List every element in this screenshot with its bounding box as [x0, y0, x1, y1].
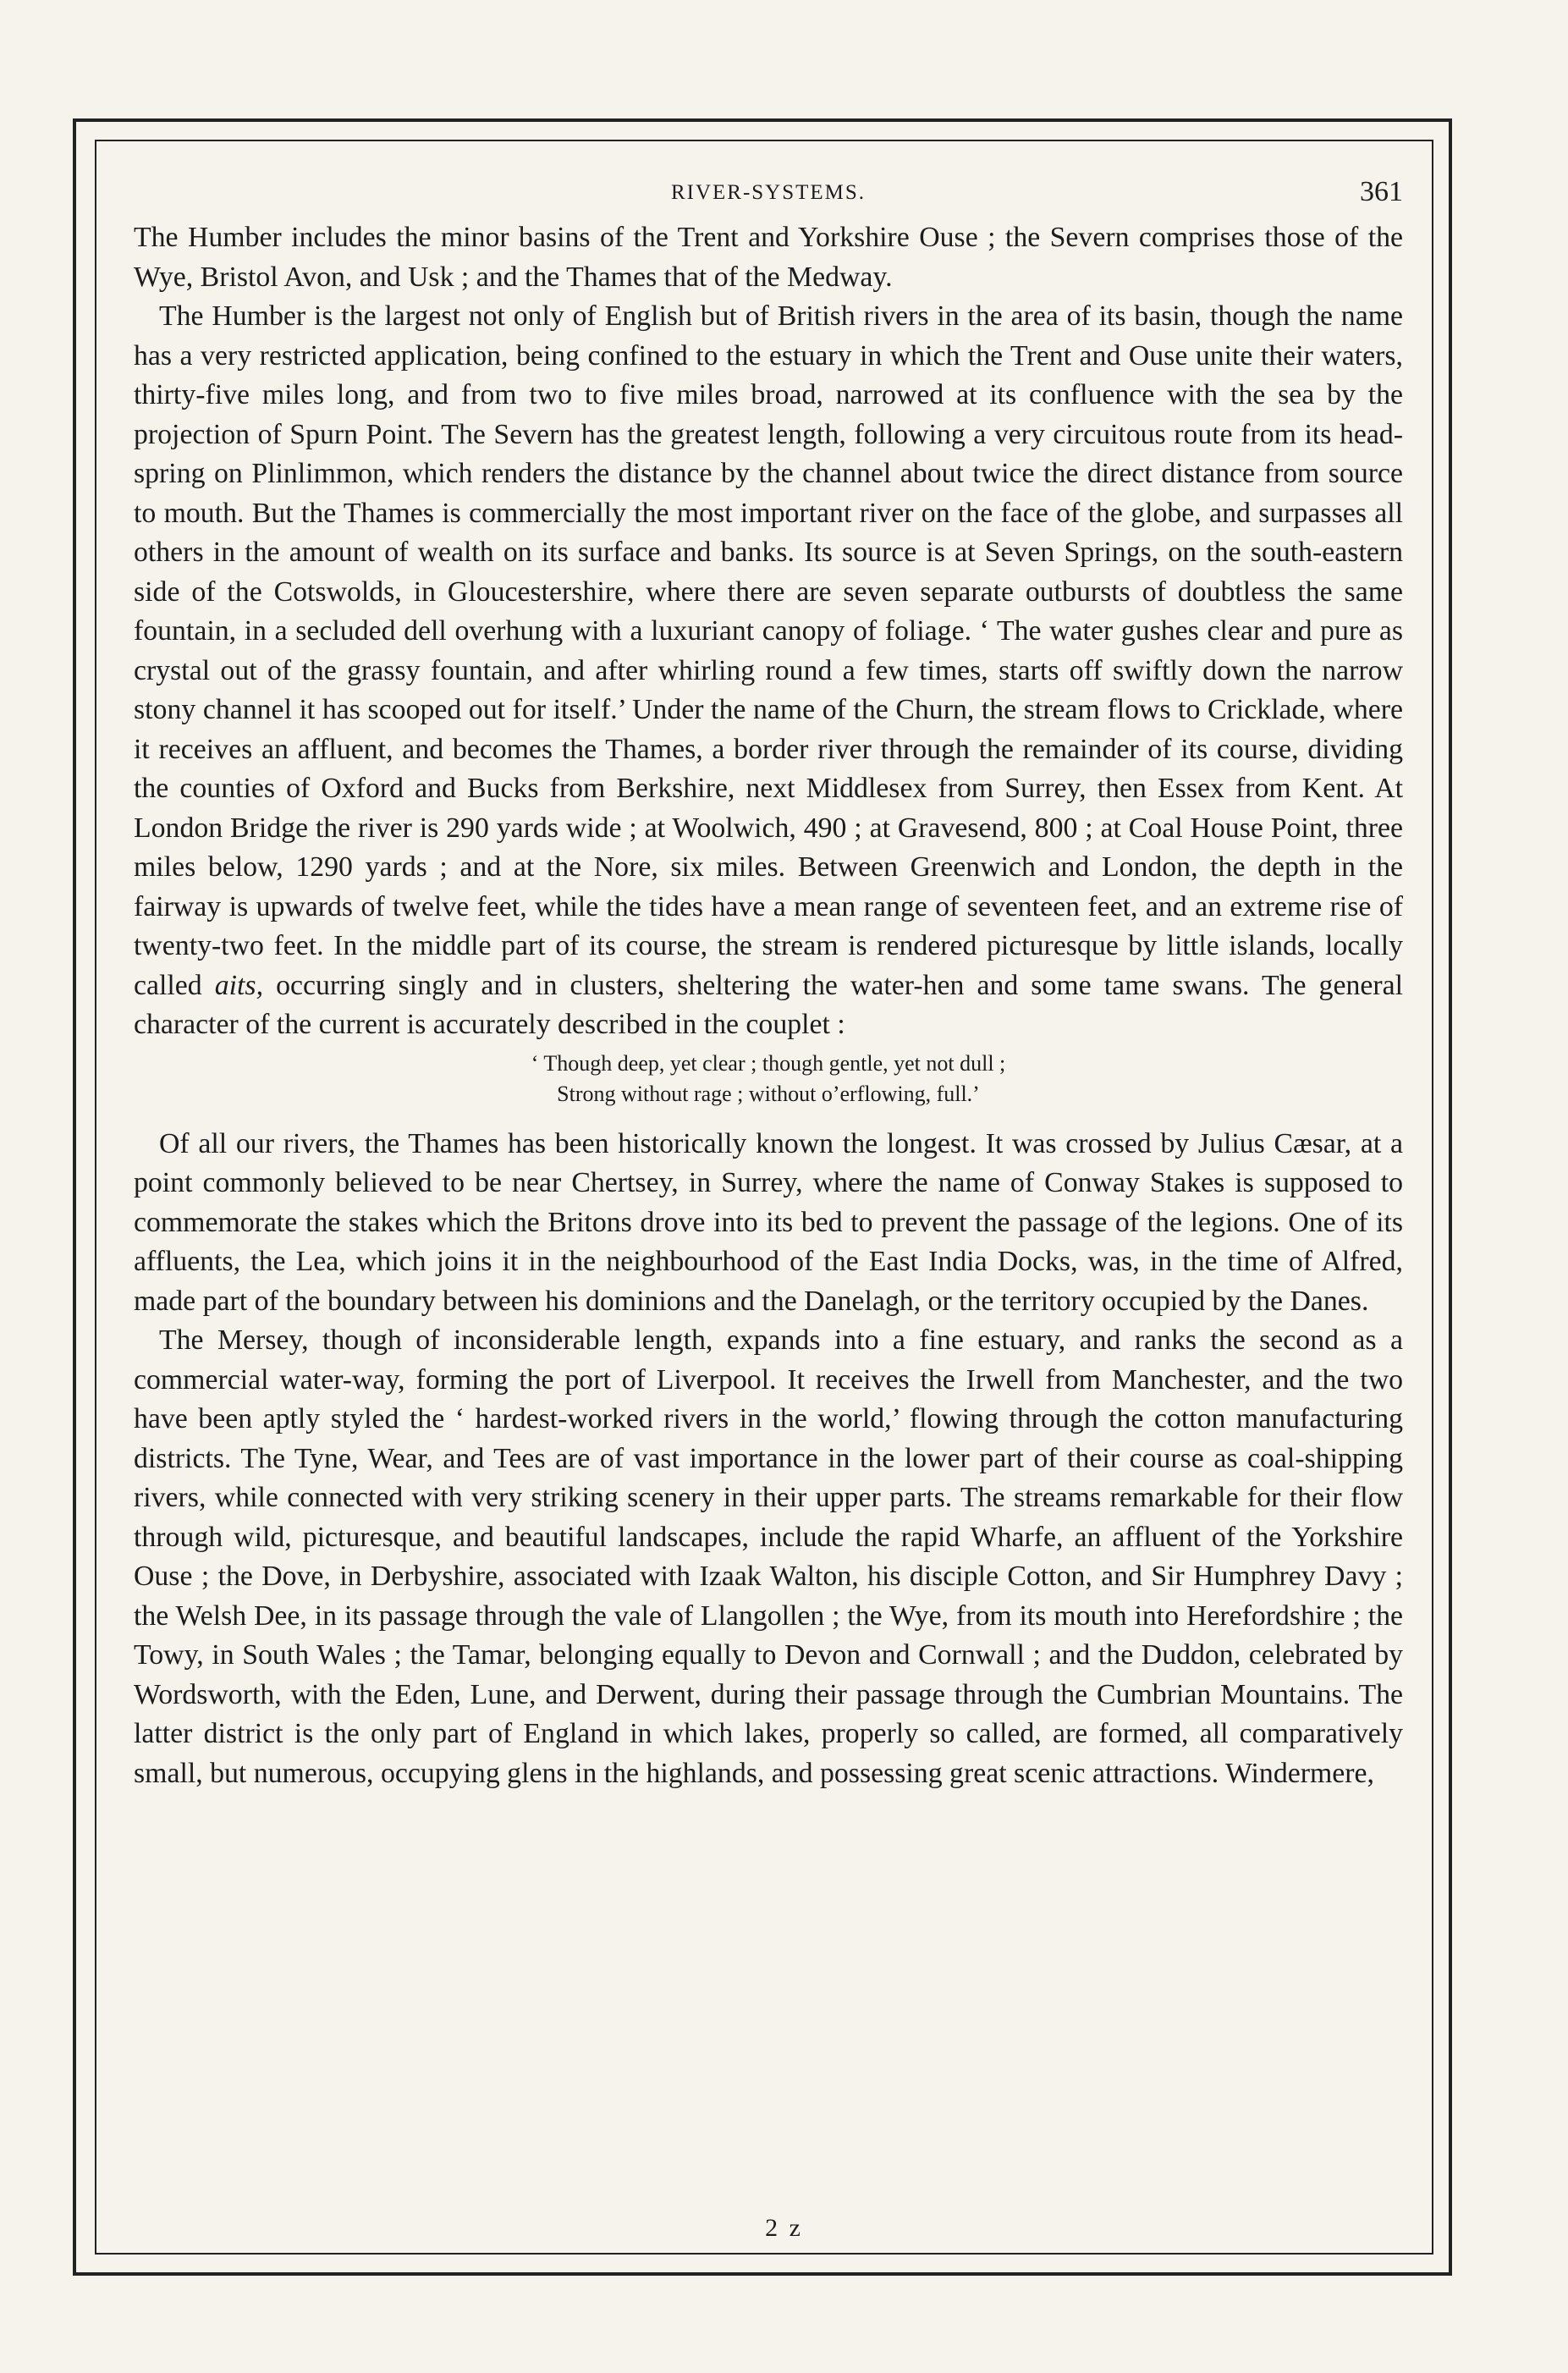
text-block — [134, 176, 1403, 1793]
border-right-inner — [1432, 140, 1433, 2255]
italic-term-aits: aits, — [214, 969, 264, 1001]
paragraph-2-body: The Humber is the largest not only of English but of British rivers in the area of its basin, though the name has a very restricted application, being confined to the estuary in which the Trent and Ouse unite their waters, thirty-five miles long, and from two to five miles broad, narrowed at its confluence with the sea by the projection of Spurn Point. The Severn has the greatest length, following a very circuitous route from its head-spring on Plinlimmon, which renders the distance by the channel about twice the direct distance from source to mouth. But the Thames is commercially the most important river on the face of the globe, and surpasses all others in the amount of wealth on its surface and banks. Its source is at Seven Springs, on the south-eastern side of the Cotswolds, in Gloucestershire, where there are seven separate outbursts of doubtless the same fountain, in a secluded dell overhung with a luxuriant canopy of foliage. ‘ The water gushes clear and pure as crystal out of the grassy fountain, and after whirling round a few times, starts off swiftly down the narrow stony channel it has scooped out for itself.’ Under the name of the Churn, the stream flows to Cricklade, where it receives an affluent, and becomes the Thames, a border river through the remainder of its course, dividing the counties of Oxford and Bucks from Berkshire, next Middlesex from Surrey, then Essex from Kent. At London Bridge the river is 290 yards wide ; at Woolwich, 490 ; at Gravesend, 800 ; at Coal House Point, three miles below, 1290 yards ; and at the Nore, six miles. Between Greenwich and London, the depth in the fairway is upwards of twelve feet, while the tides have a mean range of seventeen feet, and an extreme rise of twenty-two feet. In the middle part of its course, the stream is rendered picturesque by little islands, locally called — [134, 300, 1403, 1001]
border-bottom-inner — [95, 2253, 1433, 2255]
running-head — [134, 176, 1403, 218]
border-left-inner — [95, 140, 96, 2255]
couplet — [134, 1049, 1403, 1109]
signature-mark: 2 z — [765, 2214, 803, 2242]
couplet-line-2: Strong without rage ; without o’erflowing, full.’ — [557, 1081, 980, 1106]
paragraph-2 — [134, 297, 1403, 1045]
running-title: RIVER-SYSTEMS. — [670, 181, 867, 204]
border-bottom-outer — [73, 2272, 1452, 2276]
border-top-inner — [95, 140, 1433, 141]
paragraph-1: The Humber includes the minor basins of the Trent and Yorkshire Ouse ; the Severn comprises those of the Wye, Bristol Avon, and Usk ; and the Thames that of the Medway. — [134, 222, 1403, 293]
border-right-outer — [1449, 118, 1452, 2276]
border-left-outer — [73, 118, 76, 2276]
border-top-outer — [73, 118, 1452, 122]
page-number: 361 — [1360, 176, 1403, 207]
couplet-line-1: ‘ Though deep, yet clear ; though gentle, yet not dull ; — [531, 1050, 1006, 1076]
paragraph-4: The Mersey, though of inconsiderable length, expands into a fine estuary, and ranks the second as a commercial water-way, forming the port of Liverpool. It receives the Irwell from Manchester, and the two have been aptly styled the ‘ hardest-worked rivers in the world,’ flowing through the cotton manufacturing districts. The Tyne, Wear, and Tees are of vast importance in the lower part of their course as coal-shipping rivers, while connected with very striking scenery in their upper parts. The streams remarkable for their flow through wild, picturesque, and beautiful landscapes, include the rapid Wharfe, an affluent of the Yorkshire Ouse ; the Dove, in Derbyshire, associated with Izaak Walton, his disciple Cotton, and Sir Humphrey Davy ; the Welsh Dee, in its passage through the vale of Llangollen ; the Wye, from its mouth into Herefordshire ; the Towy, in South Wales ; the Tamar, belonging equally to Devon and Cornwall ; and the Duddon, celebrated by Wordsworth, with the Eden, Lune, and Derwent, during their passage through the Cumbrian Mountains. The latter district is the only part of England in which lakes, properly so called, are formed, all comparatively small, but numerous, occupying glens in the highlands, and possessing great scenic attractions. Windermere, — [134, 1324, 1403, 1789]
paragraph-2-tail: occurring singly and in clusters, sheltering the water-hen and some tame swans. The general character of the current is accurately described in the couplet : — [134, 969, 1403, 1040]
paragraph-3: Of all our rivers, the Thames has been historically known the longest. It was crossed by Julius Cæsar, at a point commonly believed to be near Chertsey, in Surrey, where the name of Conway Stakes is supposed to commemorate the stakes which the Britons drove into its bed to prevent the passage of the legions. One of its affluents, the Lea, which joins it in the neighbourhood of the East India Docks, was, in the time of Alfred, made part of the boundary between his dominions and the Danelagh, or the territory occupied by the Danes. — [134, 1127, 1403, 1317]
